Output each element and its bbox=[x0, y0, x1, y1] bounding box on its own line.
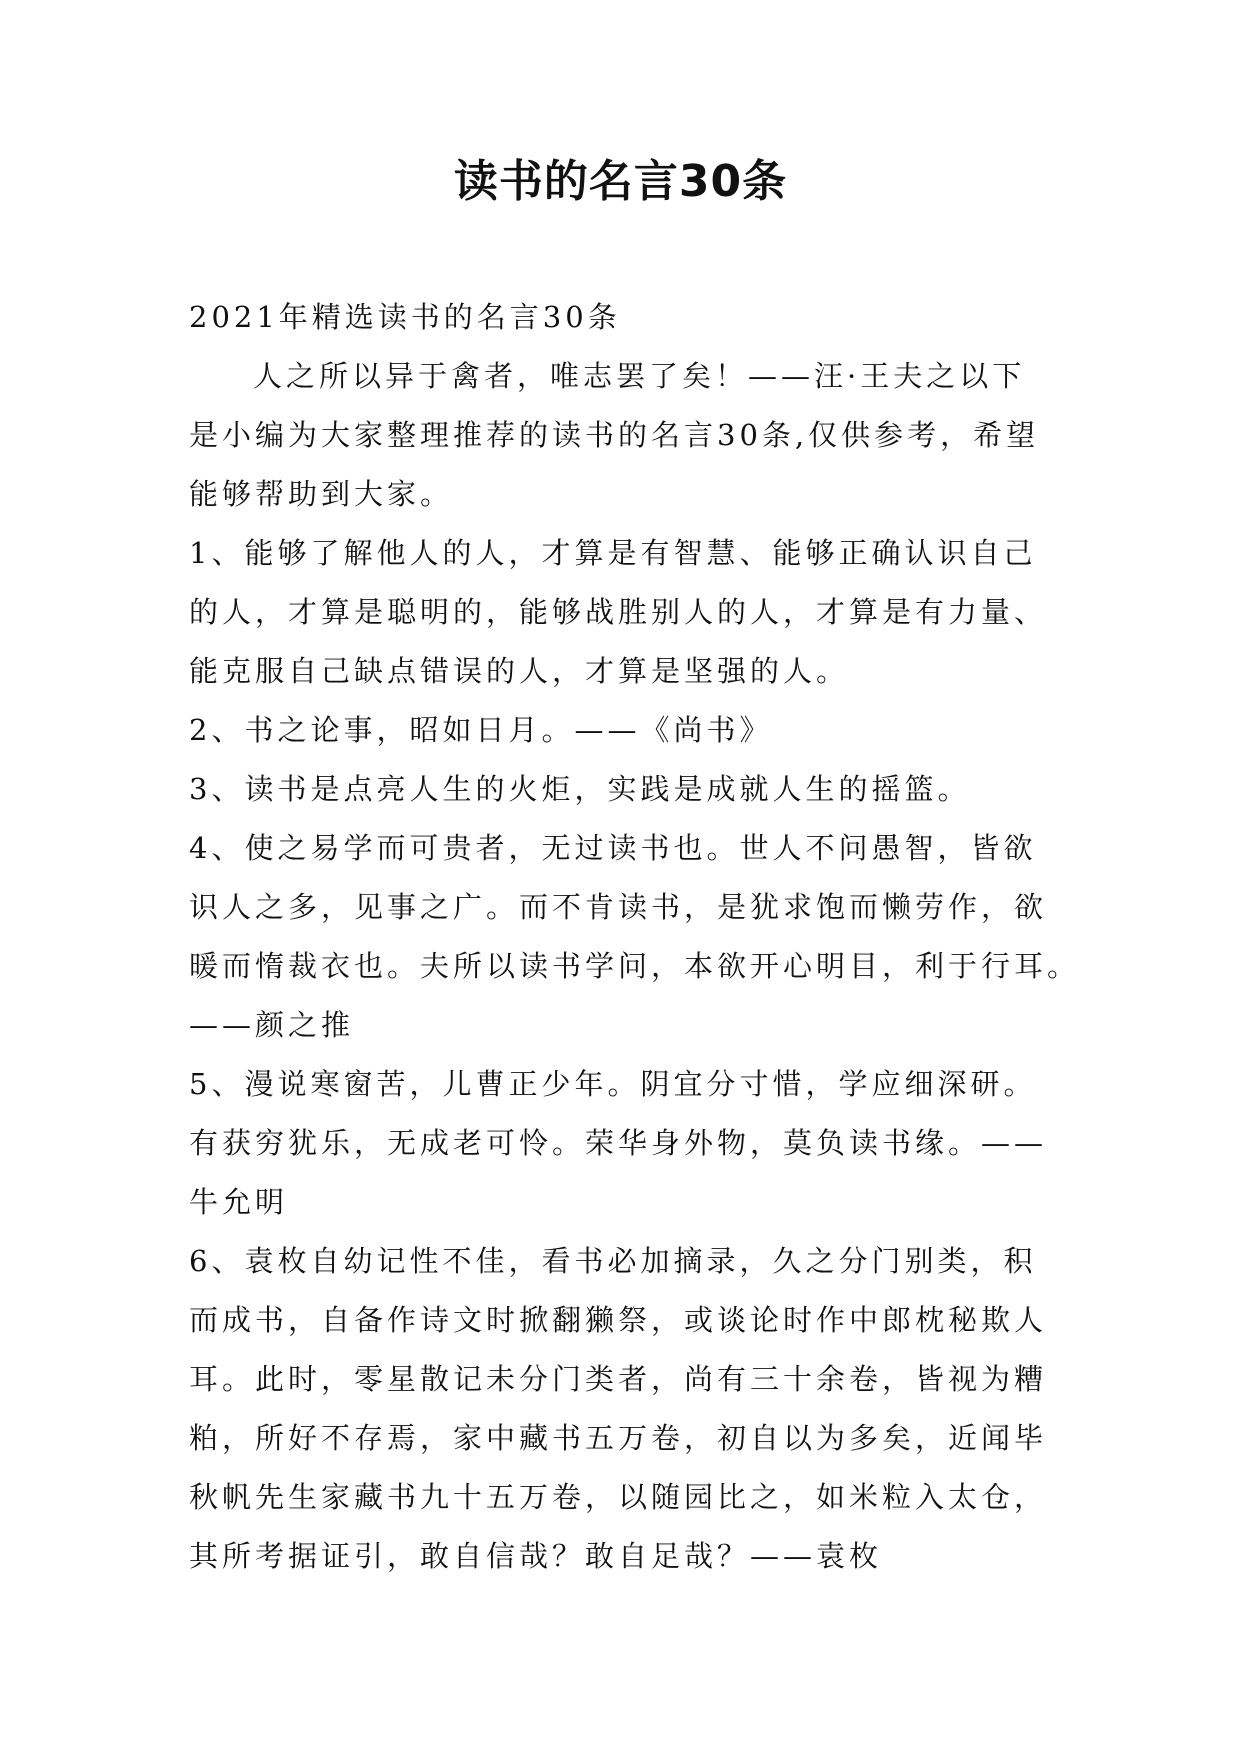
quote-4-line: 暖而惰裁衣也。夫所以读书学问，本欲开心明目，利于行耳。 bbox=[189, 949, 1081, 983]
quote-6-line: 耳。此时，零星散记未分门类者，尚有三十余卷，皆视为糟 bbox=[189, 1362, 1048, 1396]
quote-6-line: 6、袁枚自幼记性不佳，看书必加摘录，久之分门别类，积 bbox=[189, 1244, 1037, 1278]
quote-6-line: 其所考据证引，敢自信哉？敢自足哉？——袁枚 bbox=[189, 1539, 883, 1573]
document-title: 读书的名言30条 bbox=[453, 156, 788, 207]
quote-6-line: 而成书，自备作诗文时掀翻獭祭，或谈论时作中郎枕秘欺人 bbox=[189, 1303, 1048, 1337]
quote-1-line: 1、能够了解他人的人，才算是有智慧、能够正确认识自己 bbox=[189, 536, 1037, 570]
quote-6-line: 秋帆先生家藏书九十五万卷，以随园比之，如米粒入太仓， bbox=[189, 1480, 1048, 1514]
quote-4-line: ——颜之推 bbox=[189, 1008, 355, 1042]
intro-paragraph-line: 人之所以异于禽者，唯志罢了矣！——汪·王夫之以下 bbox=[253, 359, 1026, 393]
quote-5-line: 有获穷犹乐，无成老可怜。荣华身外物，莫负读书缘。—— bbox=[189, 1126, 1048, 1160]
quote-1-line: 能克服自己缺点错误的人，才算是坚强的人。 bbox=[189, 654, 850, 688]
document-body bbox=[189, 288, 1081, 1586]
intro-paragraph-line: 是小编为大家整理推荐的读书的名言30条,仅供参考，希望 bbox=[189, 418, 1040, 452]
subtitle-line: 2021年精选读书的名言30条 bbox=[189, 300, 621, 334]
quote-4-line: 4、使之易学而可贵者，无过读书也。世人不问愚智，皆欲 bbox=[189, 831, 1037, 865]
intro-paragraph-line: 能够帮助到大家。 bbox=[189, 477, 454, 511]
quote-1-line: 的人，才算是聪明的，能够战胜别人的人，才算是有力量、 bbox=[189, 595, 1048, 629]
quote-6-line: 粕，所好不存焉，家中藏书五万卷，初自以为多矣，近闻毕 bbox=[189, 1421, 1048, 1455]
quote-5-line: 牛允明 bbox=[189, 1185, 289, 1219]
quote-3-line: 3、读书是点亮人生的火炬，实践是成就人生的摇篮。 bbox=[189, 772, 971, 806]
quote-5-line: 5、漫说寒窗苦，儿曹正少年。阴宜分寸惜，学应细深研。 bbox=[189, 1067, 1037, 1101]
quote-2-line: 2、书之论事，昭如日月。——《尚书》 bbox=[189, 713, 773, 747]
quote-4-line: 识人之多，见事之广。而不肯读书，是犹求饱而懒劳作，欲 bbox=[189, 890, 1048, 924]
